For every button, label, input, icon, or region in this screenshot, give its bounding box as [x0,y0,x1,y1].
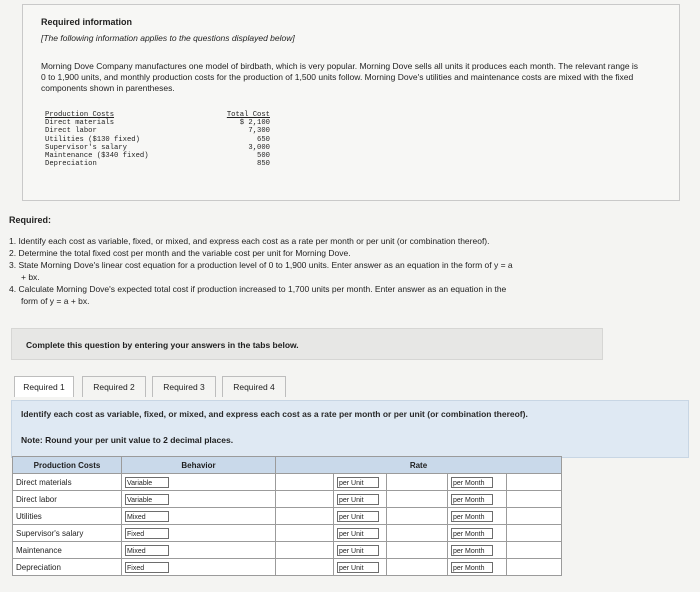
required-list [9,236,669,308]
table-row [13,525,562,542]
per-month-label: per Month [451,545,493,556]
instructions-text: Identify each cost as variable, fixed, or mixed, and express each cost as a rate per month or per unit (or combination thereof). [21,409,528,419]
cost-table-header-costs: Production Costs [45,111,115,119]
instructions-panel [11,400,689,458]
table-row [13,474,562,491]
per-unit-cell [334,474,387,491]
per-month-label: per Month [451,477,493,488]
cost-table-row [45,144,270,152]
month-rate-cell[interactable] [387,491,448,508]
per-month-cell [448,559,507,576]
month-rate-cell[interactable] [387,525,448,542]
tab-required-1[interactable]: Required 1 [14,376,74,397]
required-item: 1. Identify each cost as variable, fixed, or mixed, and express each cost as a rate per month or per unit (or combination thereof). [9,236,490,246]
month-rate-cell[interactable] [387,474,448,491]
table-row [13,508,562,525]
blank-cell [507,508,562,525]
cost-table-row [45,152,270,160]
table-row [13,491,562,508]
cost-table-value: 500 [257,152,270,161]
required-item: 2. Determine the total fixed cost per month and the variable cost per unit for Morning Dove. [9,248,351,258]
per-unit-cell [334,525,387,542]
per-month-label: per Month [451,494,493,505]
required-item-continued: + bx. [21,272,40,282]
table-row [13,542,562,559]
per-month-cell [448,542,507,559]
header-production-costs: Production Costs [13,457,122,474]
per-unit-label: per Unit [337,562,379,573]
unit-rate-cell[interactable] [276,474,334,491]
cost-table-value: 7,300 [248,127,270,136]
behavior-cell [122,474,276,491]
per-month-cell [448,525,507,542]
per-unit-label: per Unit [337,528,379,539]
tab-required-4[interactable]: Required 4 [222,376,286,397]
per-month-label: per Month [451,511,493,522]
unit-rate-cell[interactable] [276,525,334,542]
per-unit-label: per Unit [337,477,379,488]
blank-cell [507,525,562,542]
per-unit-label: per Unit [337,545,379,556]
blank-cell [507,542,562,559]
info-subtitle: [The following information applies to the questions displayed below] [41,33,295,43]
per-unit-label: per Unit [337,511,379,522]
unit-rate-cell[interactable] [276,508,334,525]
cost-name: Direct labor [13,491,122,508]
unit-rate-cell[interactable] [276,542,334,559]
behavior-select[interactable]: Mixed [125,511,169,522]
cost-table-label: Utilities ($130 fixed) [45,135,140,144]
cost-table-label: Supervisor's salary [45,143,127,152]
cost-table-label: Maintenance ($340 fixed) [45,152,149,161]
per-month-label: per Month [451,528,493,539]
complete-question-banner [11,328,603,360]
behavior-cell [122,542,276,559]
answer-table-header [13,457,562,474]
blank-cell [507,491,562,508]
per-month-label: per Month [451,562,493,573]
month-rate-cell[interactable] [387,542,448,559]
required-item: 3. State Morning Dove's linear cost equation for a production level of 0 to 1,900 units. Enter answer as an equation in the form of y = a [9,260,513,270]
behavior-cell [122,508,276,525]
info-title: Required information [41,17,133,27]
cost-name: Supervisor's salary [13,525,122,542]
behavior-select[interactable]: Variable [125,494,169,505]
cost-table-row [45,160,270,168]
required-information-panel [22,4,680,201]
cost-table-value: 850 [257,160,270,169]
month-rate-cell[interactable] [387,508,448,525]
cost-table-header [45,111,270,119]
tab-required-3[interactable]: Required 3 [152,376,216,397]
behavior-select[interactable]: Mixed [125,545,169,556]
cost-name: Utilities [13,508,122,525]
cost-table-row [45,127,270,135]
behavior-select[interactable]: Fixed [125,562,169,573]
info-paragraph: Morning Dove Company manufactures one model of birdbath, which is very popular. Morning Dove sells all units it produces each month. The relevant range is 0 to 1,900 units, and monthly production costs for the production of 1,500 units follow. Morning Dove's utilities and maintenance costs are mixed with the fixed components shown in parentheses. [41,61,639,93]
behavior-cell [122,559,276,576]
tab-required-2[interactable]: Required 2 [82,376,146,397]
cost-name: Depreciation [13,559,122,576]
table-row [13,559,562,576]
header-behavior: Behavior [122,457,276,474]
instructions-note: Note: Round your per unit value to 2 decimal places. [21,435,234,445]
behavior-select[interactable]: Variable [125,477,169,488]
per-unit-cell [334,491,387,508]
required-item: 4. Calculate Morning Dove's expected total cost if production increased to 1,700 units per month. Enter answer as an equation in the [9,284,507,294]
behavior-select[interactable]: Fixed [125,528,169,539]
cost-table-label: Direct materials [45,119,115,128]
cost-table-value: $ 2,100 [239,119,270,128]
required-heading: Required: [9,215,52,225]
required-item-continued: form of y = a + bx. [21,296,90,306]
behavior-cell [122,525,276,542]
per-month-cell [448,491,507,508]
unit-rate-cell[interactable] [276,559,334,576]
answer-table [12,456,562,576]
cost-name: Direct materials [13,474,122,491]
blank-cell [507,474,562,491]
behavior-cell [122,491,276,508]
cost-name: Maintenance [13,542,122,559]
per-unit-cell [334,508,387,525]
per-unit-cell [334,559,387,576]
cost-table [45,111,270,168]
cost-table-value: 3,000 [248,143,270,152]
cost-table-row [45,119,270,127]
cost-table-value: 650 [257,135,270,144]
unit-rate-cell[interactable] [276,491,334,508]
blank-cell [507,559,562,576]
cost-table-header-total: Total Cost [226,111,270,119]
per-month-cell [448,474,507,491]
per-month-cell [448,508,507,525]
cost-table-label: Depreciation [45,160,97,169]
cost-table-label: Direct labor [45,127,97,136]
header-rate: Rate [276,457,562,474]
per-unit-cell [334,542,387,559]
per-unit-label: per Unit [337,494,379,505]
month-rate-cell[interactable] [387,559,448,576]
cost-table-row [45,136,270,144]
complete-question-text: Complete this question by entering your answers in the tabs below. [26,340,299,350]
